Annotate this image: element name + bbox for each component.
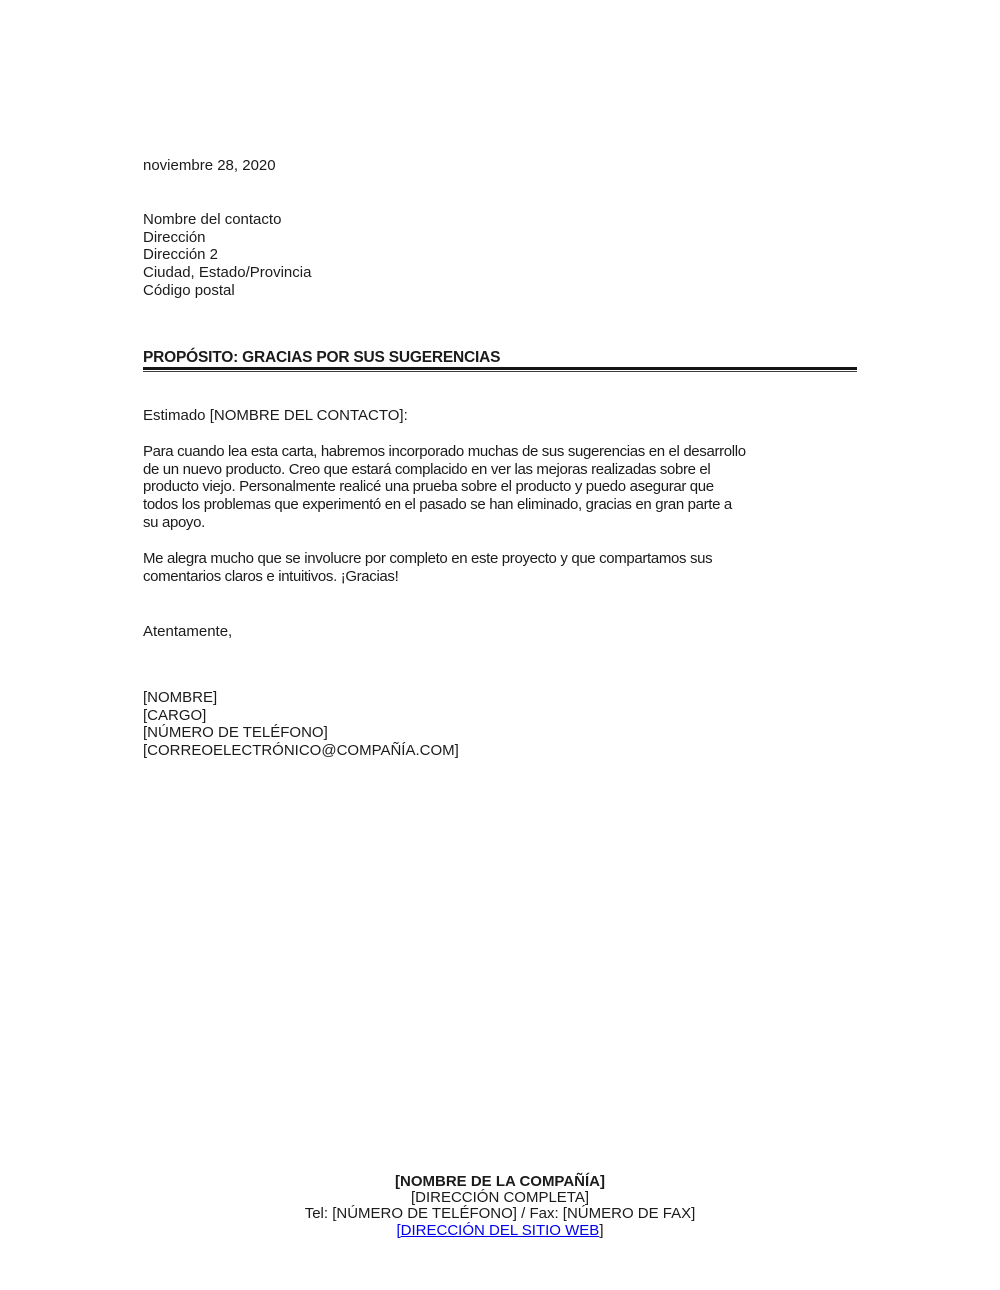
paragraph-line: comentarios claros e intuitivos. ¡Gracias! bbox=[143, 567, 399, 585]
letter-footer bbox=[0, 1174, 1000, 1239]
signature-phone: [NÚMERO DE TELÉFONO] bbox=[143, 724, 328, 742]
paragraph-line: de un nuevo producto. Creo que estará complacido en ver las mejoras realizadas sobre el bbox=[143, 460, 711, 478]
recipient-address-2: Dirección 2 bbox=[143, 246, 219, 264]
letter-date: noviembre 28, 2020 bbox=[143, 157, 276, 174]
signature-title: [CARGO] bbox=[143, 706, 207, 724]
salutation-text: Estimado [NOMBRE DEL CONTACTO]: bbox=[143, 407, 408, 424]
footer-address: [DIRECCIÓN COMPLETA] bbox=[410, 1189, 590, 1207]
website-link[interactable]: [DIRECCIÓN DEL SITIO WEB bbox=[396, 1221, 600, 1239]
closing-text: Atentamente, bbox=[143, 623, 233, 640]
recipient-block bbox=[143, 211, 857, 300]
subject-line: PROPÓSITO: GRACIAS POR SUS SUGERENCIAS bbox=[143, 349, 501, 366]
footer-company-name: [NOMBRE DE LA COMPAÑÍA] bbox=[395, 1173, 605, 1190]
paragraph-line: Para cuando lea esta carta, habremos incorporado muchas de sus sugerencias en el desarrollo bbox=[143, 443, 746, 460]
recipient-name: Nombre del contacto bbox=[143, 211, 282, 228]
footer-website-line bbox=[0, 1223, 1000, 1239]
subject-underline-rule bbox=[143, 367, 857, 372]
salutation bbox=[143, 407, 857, 425]
paragraph-line: Me alegra mucho que se involucre por completo en este proyecto y que compartamos sus bbox=[143, 550, 713, 567]
website-link-close-bracket: ] bbox=[599, 1221, 604, 1239]
date-line bbox=[143, 157, 857, 175]
footer-tel-fax: Tel: [NÚMERO DE TELÉFONO] / Fax: [NÚMERO DE FAX] bbox=[304, 1205, 696, 1223]
recipient-postal-code: Código postal bbox=[143, 281, 235, 299]
signature-block bbox=[143, 689, 857, 760]
signature-name: [NOMBRE] bbox=[143, 689, 218, 706]
signature-email: [CORREOELECTRÓNICO@COMPAÑÍA.COM] bbox=[143, 742, 459, 760]
body-paragraph-1 bbox=[143, 443, 857, 532]
recipient-address-1: Dirección bbox=[143, 228, 206, 246]
subject-block bbox=[143, 349, 857, 372]
closing bbox=[143, 623, 857, 641]
paragraph-line: todos los problemas que experimentó en el pasado se han eliminado, gracias en gran parte a bbox=[143, 496, 732, 514]
paragraph-line: su apoyo. bbox=[143, 513, 205, 531]
recipient-city-state: Ciudad, Estado/Provincia bbox=[143, 264, 312, 282]
body-paragraph-2 bbox=[143, 550, 857, 585]
paragraph-line: producto viejo. Personalmente realicé una prueba sobre el producto y puedo asegurar que bbox=[143, 478, 714, 496]
